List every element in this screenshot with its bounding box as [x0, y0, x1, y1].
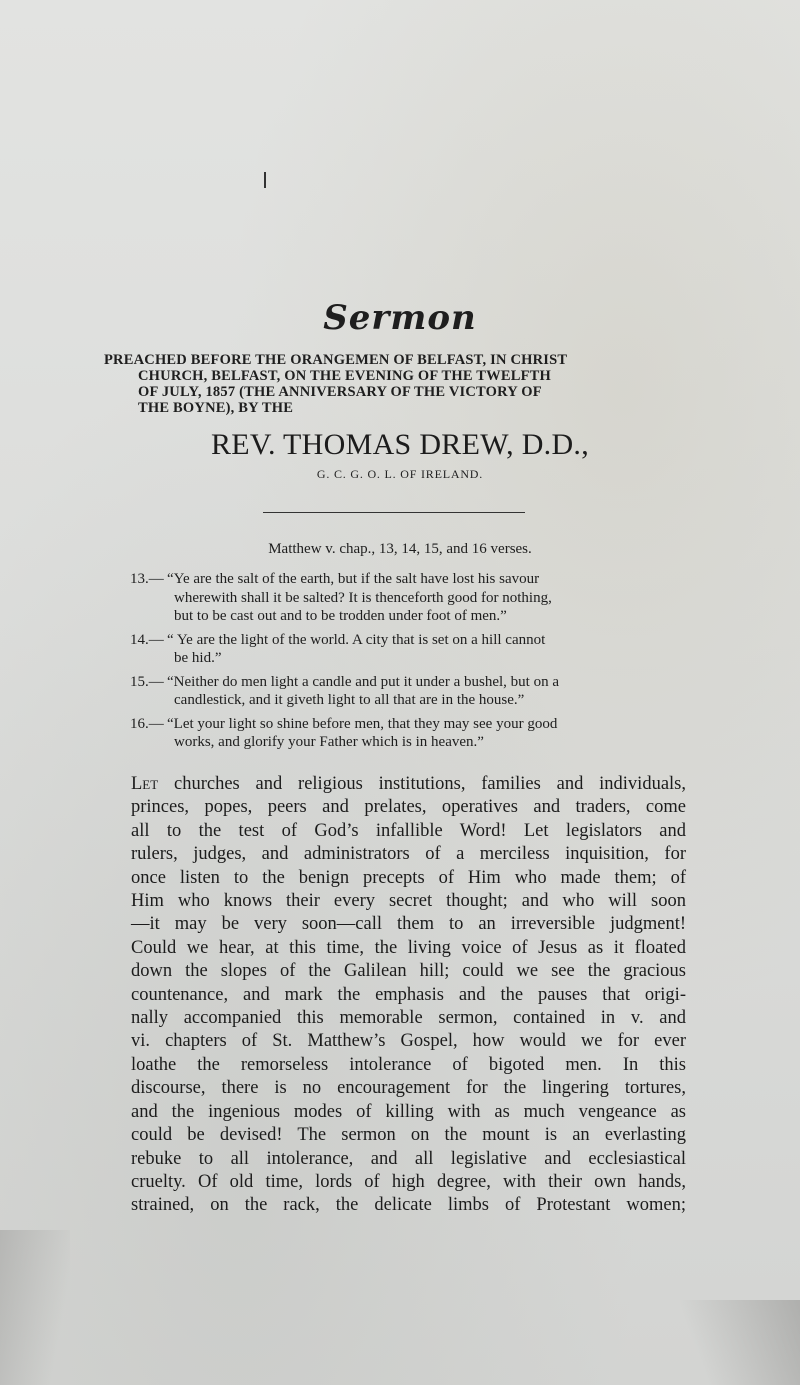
heading-line: PREACHED BEFORE THE ORANGEMEN OF BELFAST, IN CHRIST — [104, 352, 568, 368]
verse-number: 13.— — [130, 571, 164, 587]
body-line: princes, popes, peers and prelates, operatives and traders, come — [131, 797, 686, 818]
sermon-title: Sermon — [323, 298, 477, 338]
body-line: nally accompanied this memorable sermon, contained in v. and — [131, 1008, 686, 1029]
body-line: Could we hear, at this time, the living voice of Jesus as it floated — [131, 937, 686, 958]
body-line: —it may be very soon—call them to an irreversible judgment! — [131, 914, 686, 935]
verse-number: 16.— — [130, 715, 164, 732]
body-line: cruelty. Of old time, lords of high degree, with their own hands, — [131, 1171, 686, 1192]
body-line: once listen to the benign precepts of Him who made them; of — [131, 867, 686, 888]
page-tear-shadow-left — [0, 1230, 70, 1385]
verse-15 — [130, 673, 690, 710]
verse-13 — [130, 570, 690, 626]
body-line: vi. chapters of St. Matthew’s Gospel, how would we for ever — [131, 1031, 686, 1052]
verse-line: “ Ye are the light of the world. A city that is set on a hill cannot — [167, 631, 546, 648]
verse-number: 15.— — [130, 673, 164, 690]
body-line: down the slopes of the Galilean hill; could we see the gracious — [131, 961, 686, 982]
heading-line: OF JULY, 1857 (THE ANNIVERSARY OF THE VICTORY OF — [138, 384, 542, 400]
verse-line: candlestick, and it giveth light to all that are in the house.” — [174, 692, 525, 708]
sermon-heading — [104, 352, 694, 416]
heading-line: CHURCH, BELFAST, ON THE EVENING OF THE TWELFTH — [138, 368, 551, 384]
body-line: discourse, there is no encouragement for the lingering tortures, — [131, 1078, 686, 1099]
verse-line: works, and glorify your Father which is in heaven.” — [174, 734, 484, 750]
scripture-citation: Matthew v. chap., 13, 14, 15, and 16 verses. — [268, 541, 532, 557]
author-name: REV. THOMAS DREW, D.D., — [210, 428, 590, 461]
body-line: all to the test of God’s infallible Word! Let legislators and — [131, 820, 686, 841]
author-honor: G. C. G. O. L. OF IRELAND. — [316, 467, 484, 481]
verse-number: 14.— — [130, 631, 164, 648]
page-tear-shadow-right — [680, 1300, 800, 1385]
verse-16 — [130, 715, 690, 752]
verse-line: but to be cast out and to be trodden under foot of men.” — [174, 608, 507, 624]
divider-rule — [263, 512, 525, 513]
body-line-text: churches and religious institutions, families and individuals, — [158, 774, 686, 794]
body-line: rebuke to all intolerance, and all legislative and ecclesiastical — [131, 1148, 686, 1169]
body-line: rulers, judges, and administrators of a merciless inquisition, for — [131, 844, 686, 865]
verse-line: “Let your light so shine before men, that they may see your good — [167, 715, 558, 732]
body-first-word: Let — [131, 774, 159, 794]
body-line — [131, 773, 686, 796]
body-line: countenance, and mark the emphasis and the pauses that origi- — [131, 984, 686, 1005]
verse-line: “Neither do men light a candle and put it under a bushel, but on a — [167, 673, 559, 690]
verse-line: be hid.” — [174, 650, 222, 666]
sermon-body — [131, 773, 686, 1218]
heading-line: THE BOYNE), BY THE — [138, 400, 294, 416]
body-line: and the ingenious modes of killing with as much vengeance as — [131, 1101, 686, 1122]
body-line: strained, on the rack, the delicate limbs of Protestant women; — [131, 1195, 686, 1216]
verse-list — [130, 570, 690, 757]
printer-mark — [264, 172, 266, 188]
verse-line: wherewith shall it be salted? It is thenceforth good for nothing, — [174, 589, 552, 606]
body-line: could be devised! The sermon on the mount is an everlasting — [131, 1125, 686, 1146]
verse-14 — [130, 631, 690, 668]
verse-line: “Ye are the salt of the earth, but if the salt have lost his savour — [167, 571, 540, 587]
body-line: Him who knows their every secret thought; and who will soon — [131, 891, 686, 912]
body-line: loathe the remorseless intolerance of bigoted men. In this — [131, 1054, 686, 1075]
